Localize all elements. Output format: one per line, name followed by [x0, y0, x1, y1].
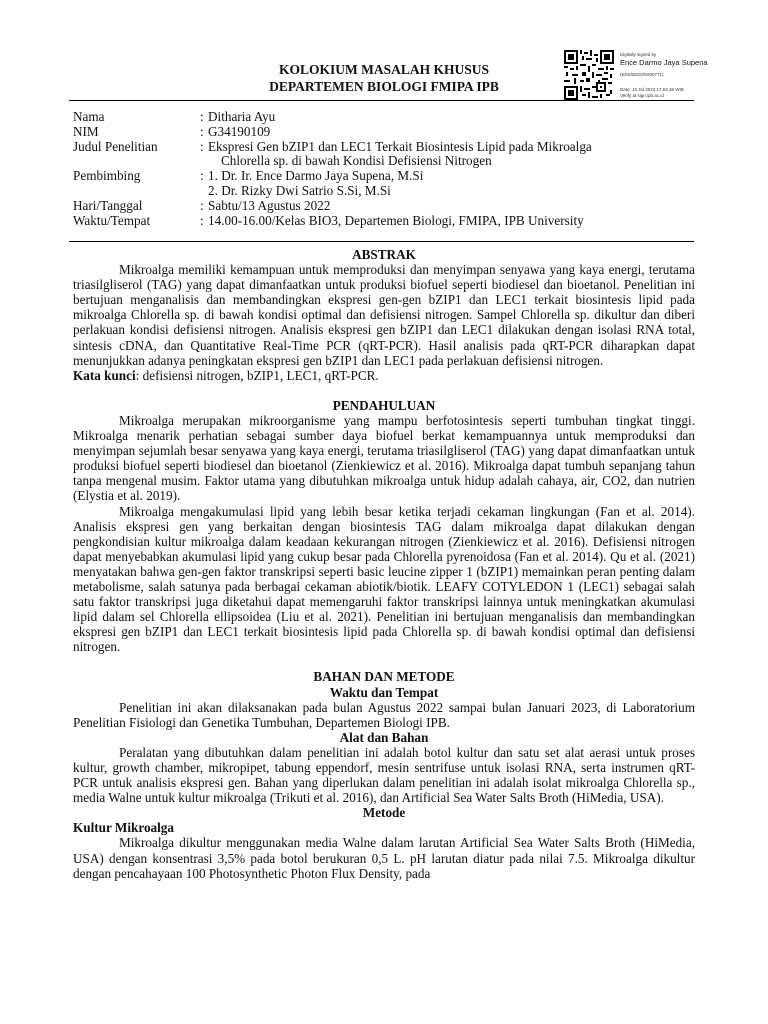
info-value: [208, 140, 695, 170]
signature-verify: Verify at sign.ipb.ac.id: [620, 93, 664, 98]
info-row-nim: NIM : G34190109: [73, 125, 695, 140]
info-value: [208, 169, 695, 199]
supervisor-2: 2. Dr. Rizky Dwi Satrio S.Si, M.Si: [208, 182, 391, 198]
subheading-metode: Metode: [362, 805, 406, 821]
info-divider: [69, 241, 694, 242]
info-value: 14.00-16.00/Kelas BIO3, Departemen Biologi, FMIPA, IPB University: [208, 212, 584, 228]
header-title: KOLOKIUM MASALAH KHUSUS: [278, 62, 490, 77]
colloquium-info: [73, 110, 695, 228]
header-divider: [69, 100, 694, 101]
signature-name: Ence Darmo Jaya Supena: [620, 58, 708, 67]
info-label: Hari/Tanggal: [73, 197, 143, 213]
methods-paragraph-1: Penelitian ini akan dilaksanakan pada bulan Agustus 2022 sampai bulan Januari 2023, di Laboratorium Penelitian Fisiologi dan Genetika Tumbuhan, Departemen Biologi IPB.: [73, 699, 695, 730]
info-label: Pembimbing: [73, 168, 141, 184]
info-label: Nama: [73, 109, 105, 124]
info-row-nama: Nama : Ditharia Ayu: [73, 110, 695, 125]
keywords-list: : defisiensi nitrogen, bZIP1, LEC1, qRT-PCR.: [135, 367, 379, 383]
info-value: G34190109: [208, 123, 271, 139]
methods-heading: BAHAN DAN METODE: [313, 669, 455, 685]
keywords-label: Kata kunci: [73, 367, 136, 383]
intro-heading: PENDAHULUAN: [332, 397, 436, 413]
abstract-heading: ABSTRAK: [352, 247, 416, 262]
info-label: Judul Penelitian: [73, 138, 158, 154]
subheading-waktu-tempat: Waktu dan Tempat: [329, 684, 439, 700]
abstract-text: Mikroalga memiliki kemampuan untuk memproduksi dan menyimpan senyawa yang kaya energi, terutama triasilgliserol (TAG) yang dapat dimanfaatkan untuk produksi biofuel seperti biodiesel dan bioetanol. Penelitian ini bertujuan menganalisis dan membandingkan ekspresi gen-gen bZIP1 dan LEC1 terkait biosintesis lipid pada mikroalga Chlorella sp. di bawah kondisi optimal dan defisiensi nitrogen. Sampel Chlorella sp. dikultur dan diberi perlakuan kondisi defisiensi nitrogen. Analisis ekspresi gen bZIP1 dan LEC1 dilakukan dengan isolasi RNA total, sintesis cDNA, dan Quantitative Real-Time PCR (qRT-PCR). Hasil analisis pada qRT-PCR diharapkan dapat menunjukkan adanya peningkatan ekspresi gen bZIP1 dan LEC1 pada perlakuan defisiensi nitrogen.: [73, 262, 695, 368]
subheading-alat-bahan: Alat dan Bahan: [339, 729, 429, 745]
document-body: [73, 243, 695, 881]
methods-paragraph-3: Mikroalga dikultur menggunakan media Walne dalam larutan Artificial Sea Water Salts Broth (HiMedia, USA) dengan konsentrasi 3,5% pada botol berukuran 0,5 L. pH larutan diatur pada nilai 7.5. Mikroalga dikultur dengan pencahayaan 100 Photosynthetic Photon Flux Density, pada: [73, 835, 695, 881]
methods-paragraph-2: Peralatan yang dibutuhkan dalam penelitian ini adalah botol kultur dan satu set alat aerasi untuk proses kultur, growth chamber, mikropipet, tabung eppendorf, mesin sentrifuse untuk isolasi RNA, serta instrumen qRT-PCR untuk analisis ekspresi gen. Bahan yang diperlukan dalam penelitian ini adalah isolat mikroalga Chlorella sp., media Walne untuk kultur mikroalga (Trikuti et al. 2016), dan Artificial Sea Water Salts Broth (HiMedia, USA).: [73, 744, 695, 806]
info-value: Sabtu/13 Agustus 2022: [208, 197, 331, 213]
info-label: NIM: [73, 123, 99, 139]
info-row-tempat: Waktu/Tempat : 14.00-16.00/Kelas BIO3, Departemen Biologi, FMIPA, IPB University: [73, 214, 695, 229]
signature-caption: Digitally signed by: [620, 52, 657, 57]
subheading-kultur: Kultur Mikroalga: [73, 820, 174, 836]
info-label: Waktu/Tempat: [73, 212, 151, 228]
intro-paragraph-1: Mikroalga merupakan mikroorganisme yang mampu berfotosintesis seperti tumbuhan tingkat tinggi. Mikroalga menarik perhatian sebagai sumber daya biofuel berkat kemampuannya untuk memproduksi dan menyimpan sejumlah besar senyawa yang kaya energi, terutama triasilgliserol (TAG) yang dapat dimanfaatkan untuk produksi biofuel seperti biodiesel dan bioetanol (Zienkiewicz et al. 2016). Mikroalga dapat tumbuh sepanjang tahun tanpa mengenal musim. Faktor utama yang dibutuhkan mikroalga untuk hidup adalah cahaya, air, CO2, dan nutrien (Elystia et al. 2019).: [73, 412, 695, 504]
intro-paragraph-2: Mikroalga mengakumulasi lipid yang lebih besar ketika terjadi cekaman lingkungan (Fan et al. 2014). Analisis ekspresi gen yang berkaitan dengan biosintesis TAG dalam mikroalga dapat dilakukan dengan pengkondisian kultur mikroalga dalam keadaan kekurangan nitrogen (Zienkiewicz et al. 2016). Defisiensi nitrogen dapat menyebabkan akumulasi lipid yang cukup besar pada Chlorella pyrenoidosa (Fan et al. 2014). Qu et al. (2021) menyatakan bahwa gen-gen faktor transkripsi seperti basic leucine zipper 1 (bZIP1) memainkan peran penting dalam metabolisme, salah satunya pada berbagai cekaman abiotik/biotik. LEAFY COTYLEDON 1 (LEC1) sebagai salah satu faktor transkripsi juga diketahui dapat memengaruhi faktor transkripsi lainnya untuk meningkatkan akumulasi lipid dalam sel Chlorella ellipsoidea (Liu et al. 2021). Penelitian ini bertujuan menganalisis dan membandingkan ekspresi gen bZIP1 dan LEC1 terkait biosintesis lipid pada Chlorella sp. di bawah kondisi optimal dan defisiensi nitrogen.: [73, 503, 695, 655]
research-title: Ekspresi Gen bZIP1 dan LEC1 Terkait Biosintesis Lipid pada Mikroalga: [208, 138, 592, 154]
info-row-tanggal: Hari/Tanggal : Sabtu/13 Agustus 2022: [73, 199, 695, 214]
info-row-pembimbing: Pembimbing : 1. Dr. Ir. Ence Darmo Jaya Supena, M.Si 2. Dr. Rizky Dwi Satrio S.Si, M.Si: [73, 169, 695, 199]
info-row-judul: Judul Penelitian : Ekspresi Gen bZIP1 dan LEC1 Terkait Biosintesis Lipid pada Mikroalga Chlorella sp. di bawah Kondisi Defisiensi Nitrogen: [73, 140, 695, 170]
info-value: Ditharia Ayu: [208, 109, 276, 124]
keywords: [73, 368, 695, 383]
signature-id: (EDS/DEDI/S#00771): [620, 72, 664, 77]
digital-signature: [620, 52, 750, 99]
qr-code-icon: [564, 50, 614, 100]
signature-date: Date: 16 Jul 2022 17.53.36 WIB: [620, 87, 684, 92]
supervisor-1: 1. Dr. Ir. Ence Darmo Jaya Supena, M.Si: [208, 168, 424, 184]
header-department: DEPARTEMEN BIOLOGI FMIPA IPB: [269, 79, 499, 94]
research-title-cont: Chlorella sp. di bawah Kondisi Defisiensi Nitrogen: [221, 153, 492, 169]
